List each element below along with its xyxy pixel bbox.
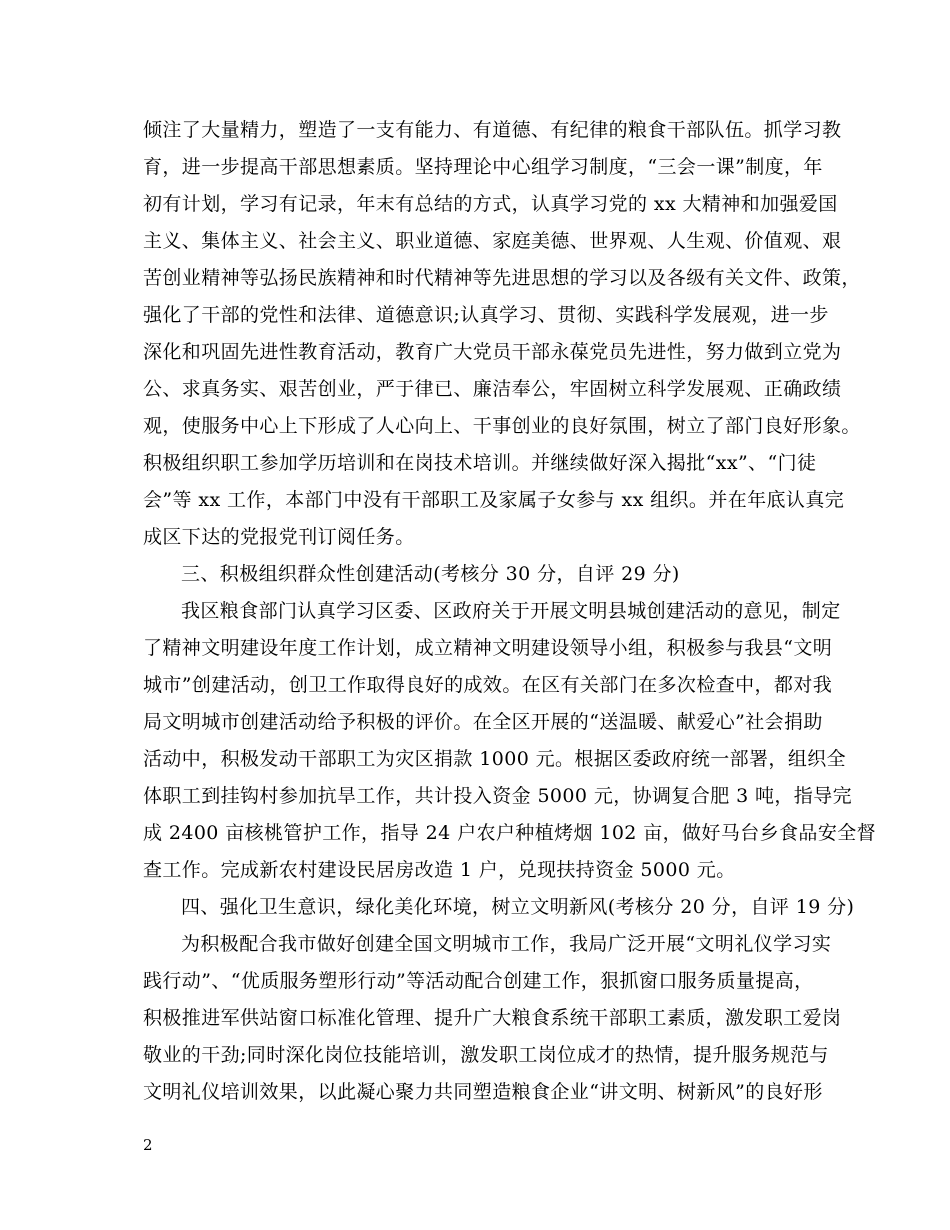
section-heading-3: 三、积极组织群众性创建活动(考核分 30 分，自评 29 分) [181,563,680,585]
text-line: 倾注了大量精力，塑造了一支有能力、有道德、有纪律的粮食干部队伍。抓学习教 [143,119,842,141]
text-line: 苦创业精神等弘扬民族精神和时代精神等先进思想的学习以及各级有关文件、政策， [143,267,861,289]
text-line: 积极推进军供站窗口标准化管理、提升广大粮食系统干部职工素质，激发职工爱岗 [143,1007,842,1029]
text-line: 局文明城市创建活动给予积极的评价。在全区开展的“送温暖、献爱心”社会捐助 [143,711,823,733]
text-line: 查工作。完成新农村建设民居房改造 1 户，兑现扶持资金 5000 元。 [143,859,736,881]
text-line: 主义、集体主义、社会主义、职业道德、家庭美德、世界观、人生观、价值观、艰 [143,230,842,252]
section-heading-4: 四、强化卫生意识，绿化美化环境，树立文明新风(考核分 20 分，自评 19 分) [181,896,855,918]
text-line: 初有计划，学习有记录，年末有总结的方式，认真学习党的 xx 大精神和加强爱国 [143,193,838,215]
text-line: 观，使服务中心上下形成了人心向上、干事创业的良好氛围，树立了部门良好形象。 [143,415,861,437]
text-line: 体职工到挂钩村参加抗旱工作，共计投入资金 5000 元，协调复合肥 3 吨，指导完 [143,785,853,807]
text-line: 践行动”、“优质服务塑形行动”等活动配合创建工作，狠抓窗口服务质量提高， [143,970,814,992]
text-line: 会”等 xx 工作，本部门中没有干部职工及家属子女参与 xx 组织。并在年底认真完 [143,489,845,511]
text-line: 深化和巩固先进性教育活动，教育广大党员干部永葆党员先进性，努力做到立党为 [143,341,842,363]
text-line: 公、求真务实、艰苦创业，严于律已、廉洁奉公，牢固树立科学发展观、正确政绩 [143,378,842,400]
text-line: 了精神文明建设年度工作计划，成立精神文明建设领导小组，积极参与我县“文明 [143,637,833,659]
paragraph-first-line: 我区粮食部门认真学习区委、区政府关于开展文明县城创建活动的意见，制定 [181,600,841,622]
paragraph-first-line: 为积极配合我市做好创建全国文明城市工作，我局广泛开展“文明礼仪学习实 [181,933,832,955]
page-number: 2 [143,1136,153,1154]
text-line: 活动中，积极发动干部职工为灾区捐款 1000 元。根据区委政府统一部署，组织全 [143,748,847,770]
text-line: 育，进一步提高干部思想素质。坚持理论中心组学习制度，“三会一课”制度，年 [143,156,823,178]
text-line: 城市”创建活动，创卫工作取得良好的成效。在区有关部门在多次检查中，都对我 [143,674,833,696]
text-line: 成 2400 亩核桃管护工作，指导 24 户农户种植烤烟 102 亩，做好马台乡食品安全督 [143,822,877,844]
text-line: 强化了干部的党性和法律、道德意识;认真学习、贯彻、实践科学发展观，进一步 [143,304,829,326]
text-line: 敬业的干劲;同时深化岗位技能培训，激发职工岗位成才的热情，提升服务规范与 [143,1044,829,1066]
text-line: 成区下达的党报党刊订阅任务。 [143,526,415,548]
text-line: 积极组织职工参加学历培训和在岗技术培训。并继续做好深入揭批“xx”、“门徒 [143,452,817,474]
text-line: 文明礼仪培训效果，以此凝心聚力共同塑造粮食企业“讲文明、树新风”的良好形 [143,1081,823,1103]
